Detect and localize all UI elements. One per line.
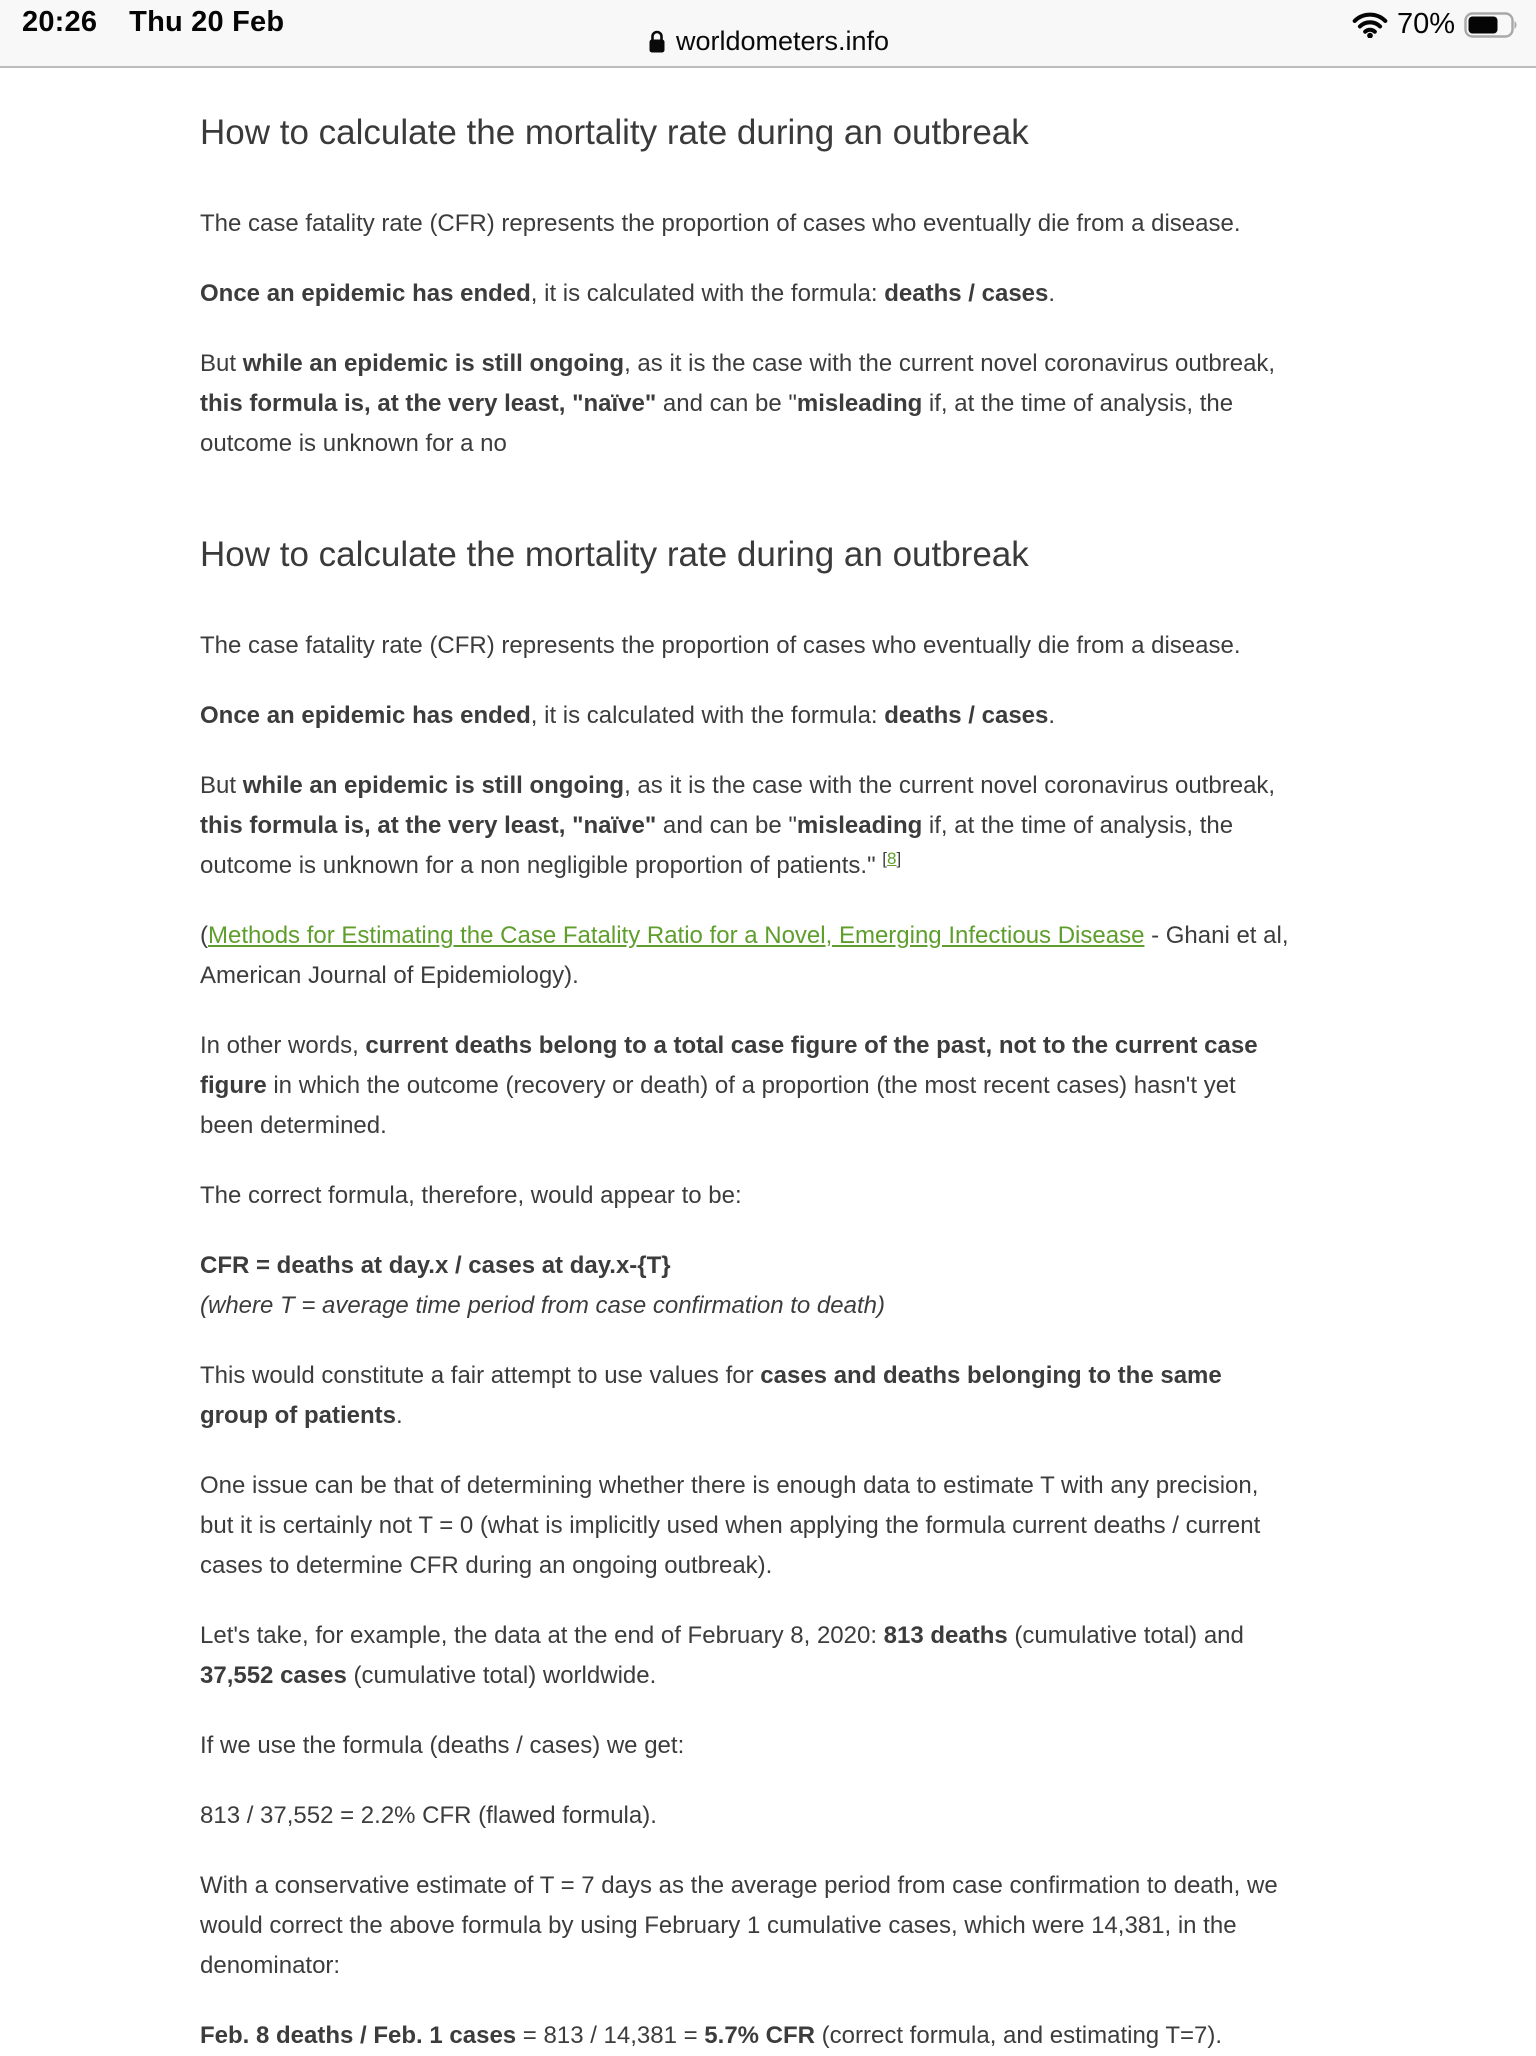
article-paragraph — [200, 766, 1476, 886]
text-segment: this formula is, at the very least, "naïve" — [200, 812, 657, 839]
article-paragraph — [200, 696, 1476, 736]
text-segment: , as it is the case with the current novel coronavirus outbreak, — [624, 772, 1276, 799]
text-segment: ( — [200, 922, 208, 949]
text-segment: 813 deaths — [883, 1622, 1008, 1649]
text-segment: Let's take, for example, the data at the end of February 8, 2020: — [200, 1622, 884, 1649]
text-segment: [ — [882, 849, 888, 868]
article-heading — [200, 110, 1476, 156]
text-segment: If we use the formula (deaths / cases) we get: — [200, 1732, 685, 1759]
text-segment: Once an epidemic has ended — [200, 702, 531, 729]
text-segment: - Ghani et al, — [1144, 922, 1289, 949]
text-segment: The case fatality rate (CFR) represents the proportion of cases who eventually die from a disease. — [200, 632, 1241, 659]
article-paragraph — [200, 626, 1476, 666]
article-paragraph — [200, 1616, 1476, 1696]
text-segment: this formula is, at the very least, "naïve" — [200, 390, 657, 417]
article-paragraph — [200, 916, 1476, 996]
article-paragraph — [200, 1246, 1476, 1326]
text-segment: cases and deaths belonging to the same — [760, 1362, 1222, 1389]
article-paragraph — [200, 1726, 1476, 1766]
text-segment: while an epidemic is still ongoing — [242, 772, 625, 799]
text-segment: and can be " — [656, 390, 797, 417]
status-bar — [0, 0, 1536, 68]
text-segment: . — [395, 1402, 403, 1429]
text-segment: . — [1048, 280, 1056, 307]
text-segment: (correct formula, and estimating T=7). — [815, 2022, 1223, 2049]
battery-percent-label: 70% — [1396, 8, 1455, 40]
text-segment: (cumulative total) worldwide. — [346, 1662, 657, 1689]
text-segment: deaths / cases — [884, 702, 1049, 729]
text-segment: (where T = average time period from case confirmation to death) — [200, 1292, 885, 1319]
text-segment: How to calculate the mortality rate during an outbreak — [200, 535, 1029, 574]
text-segment: outcome is unknown for a non negligible proportion of patients." — [200, 852, 883, 879]
text-segment: but it is certainly not T = 0 (what is implicitly used when applying the formula current deaths / current — [200, 1512, 1261, 1539]
text-segment: How to calculate the mortality rate during an outbreak — [200, 113, 1029, 152]
text-segment: 813 / 37,552 = 2.2% CFR (flawed formula). — [200, 1802, 657, 1829]
text-segment: , as it is the case with the current novel coronavirus outbreak, — [624, 350, 1276, 377]
article-paragraph — [200, 1796, 1476, 1836]
text-segment: = 813 / 14,381 = — [516, 2022, 705, 2049]
text-segment: figure — [200, 1072, 267, 1099]
text-link[interactable]: Methods for Estimating the Case Fatality Ratio for a Novel, Emerging Infectious Disease — [208, 922, 1145, 949]
text-segment: , it is calculated with the formula: — [530, 280, 885, 307]
article-content — [0, 110, 1536, 2056]
lock-icon — [647, 29, 667, 55]
text-segment: if, at the time of analysis, the — [922, 390, 1234, 417]
article-paragraph — [200, 274, 1476, 314]
statusbar-date: Thu 20 Feb — [129, 6, 285, 38]
statusbar-time: 20:26 — [22, 6, 98, 38]
text-segment: group of patients — [200, 1402, 396, 1429]
text-segment: Once an epidemic has ended — [200, 280, 531, 307]
text-segment: American Journal of Epidemiology). — [200, 962, 579, 989]
article-paragraph — [200, 1866, 1476, 1986]
text-segment: One issue can be that of determining whether there is enough data to estimate T with any precision, — [200, 1472, 1259, 1499]
text-segment: 37,552 cases — [200, 1662, 347, 1689]
text-segment: misleading — [796, 812, 923, 839]
text-segment: while an epidemic is still ongoing — [242, 350, 625, 377]
text-segment: been determined. — [200, 1112, 387, 1139]
text-segment: cases to determine CFR during an ongoing outbreak). — [200, 1552, 773, 1579]
article-paragraph — [200, 1176, 1476, 1216]
text-segment: 5.7% CFR — [704, 2022, 815, 2049]
url-text: worldometers.info — [675, 26, 890, 56]
article-paragraph — [200, 344, 1476, 464]
text-segment: . — [1048, 702, 1056, 729]
text-segment: deaths / cases — [884, 280, 1049, 307]
text-segment: and can be " — [656, 812, 797, 839]
text-segment: , it is calculated with the formula: — [530, 702, 885, 729]
text-segment: denominator: — [200, 1952, 341, 1979]
text-segment: But — [200, 350, 243, 377]
text-segment: would correct the above formula by using February 1 cumulative cases, which were 14,381, in the — [200, 1912, 1237, 1939]
text-segment: The case fatality rate (CFR) represents the proportion of cases who eventually die from a disease. — [200, 210, 1241, 237]
text-segment: if, at the time of analysis, the — [922, 812, 1234, 839]
article-paragraph — [200, 1466, 1476, 1586]
text-segment: Feb. 8 deaths / Feb. 1 cases — [200, 2022, 517, 2049]
text-segment: ] — [896, 849, 902, 868]
text-segment: misleading — [796, 390, 923, 417]
text-segment: With a conservative estimate of T = 7 days as the average period from case confirmation to death, we — [200, 1872, 1278, 1899]
text-segment: current deaths belong to a total case figure of the past, not to the current case — [365, 1032, 1258, 1059]
text-segment: outcome is unknown for a no — [200, 430, 507, 457]
text-segment: In other words, — [200, 1032, 366, 1059]
article-paragraph — [200, 1356, 1476, 1436]
article-paragraph — [200, 204, 1476, 244]
text-segment: CFR = deaths at day.x / cases at day.x-{T} — [200, 1252, 671, 1279]
text-segment: But — [200, 772, 243, 799]
text-segment: The correct formula, therefore, would appear to be: — [200, 1182, 742, 1209]
article-paragraph — [200, 2016, 1476, 2056]
url-bar[interactable] — [0, 26, 1536, 57]
article-heading — [200, 532, 1476, 578]
text-link[interactable]: 8 — [887, 849, 897, 868]
text-segment: This would constitute a fair attempt to use values for — [200, 1362, 761, 1389]
article-paragraph — [200, 1026, 1476, 1146]
text-segment: in which the outcome (recovery or death) of a proportion (the most recent cases) hasn't yet — [266, 1072, 1236, 1099]
text-segment: (cumulative total) and — [1007, 1622, 1244, 1649]
